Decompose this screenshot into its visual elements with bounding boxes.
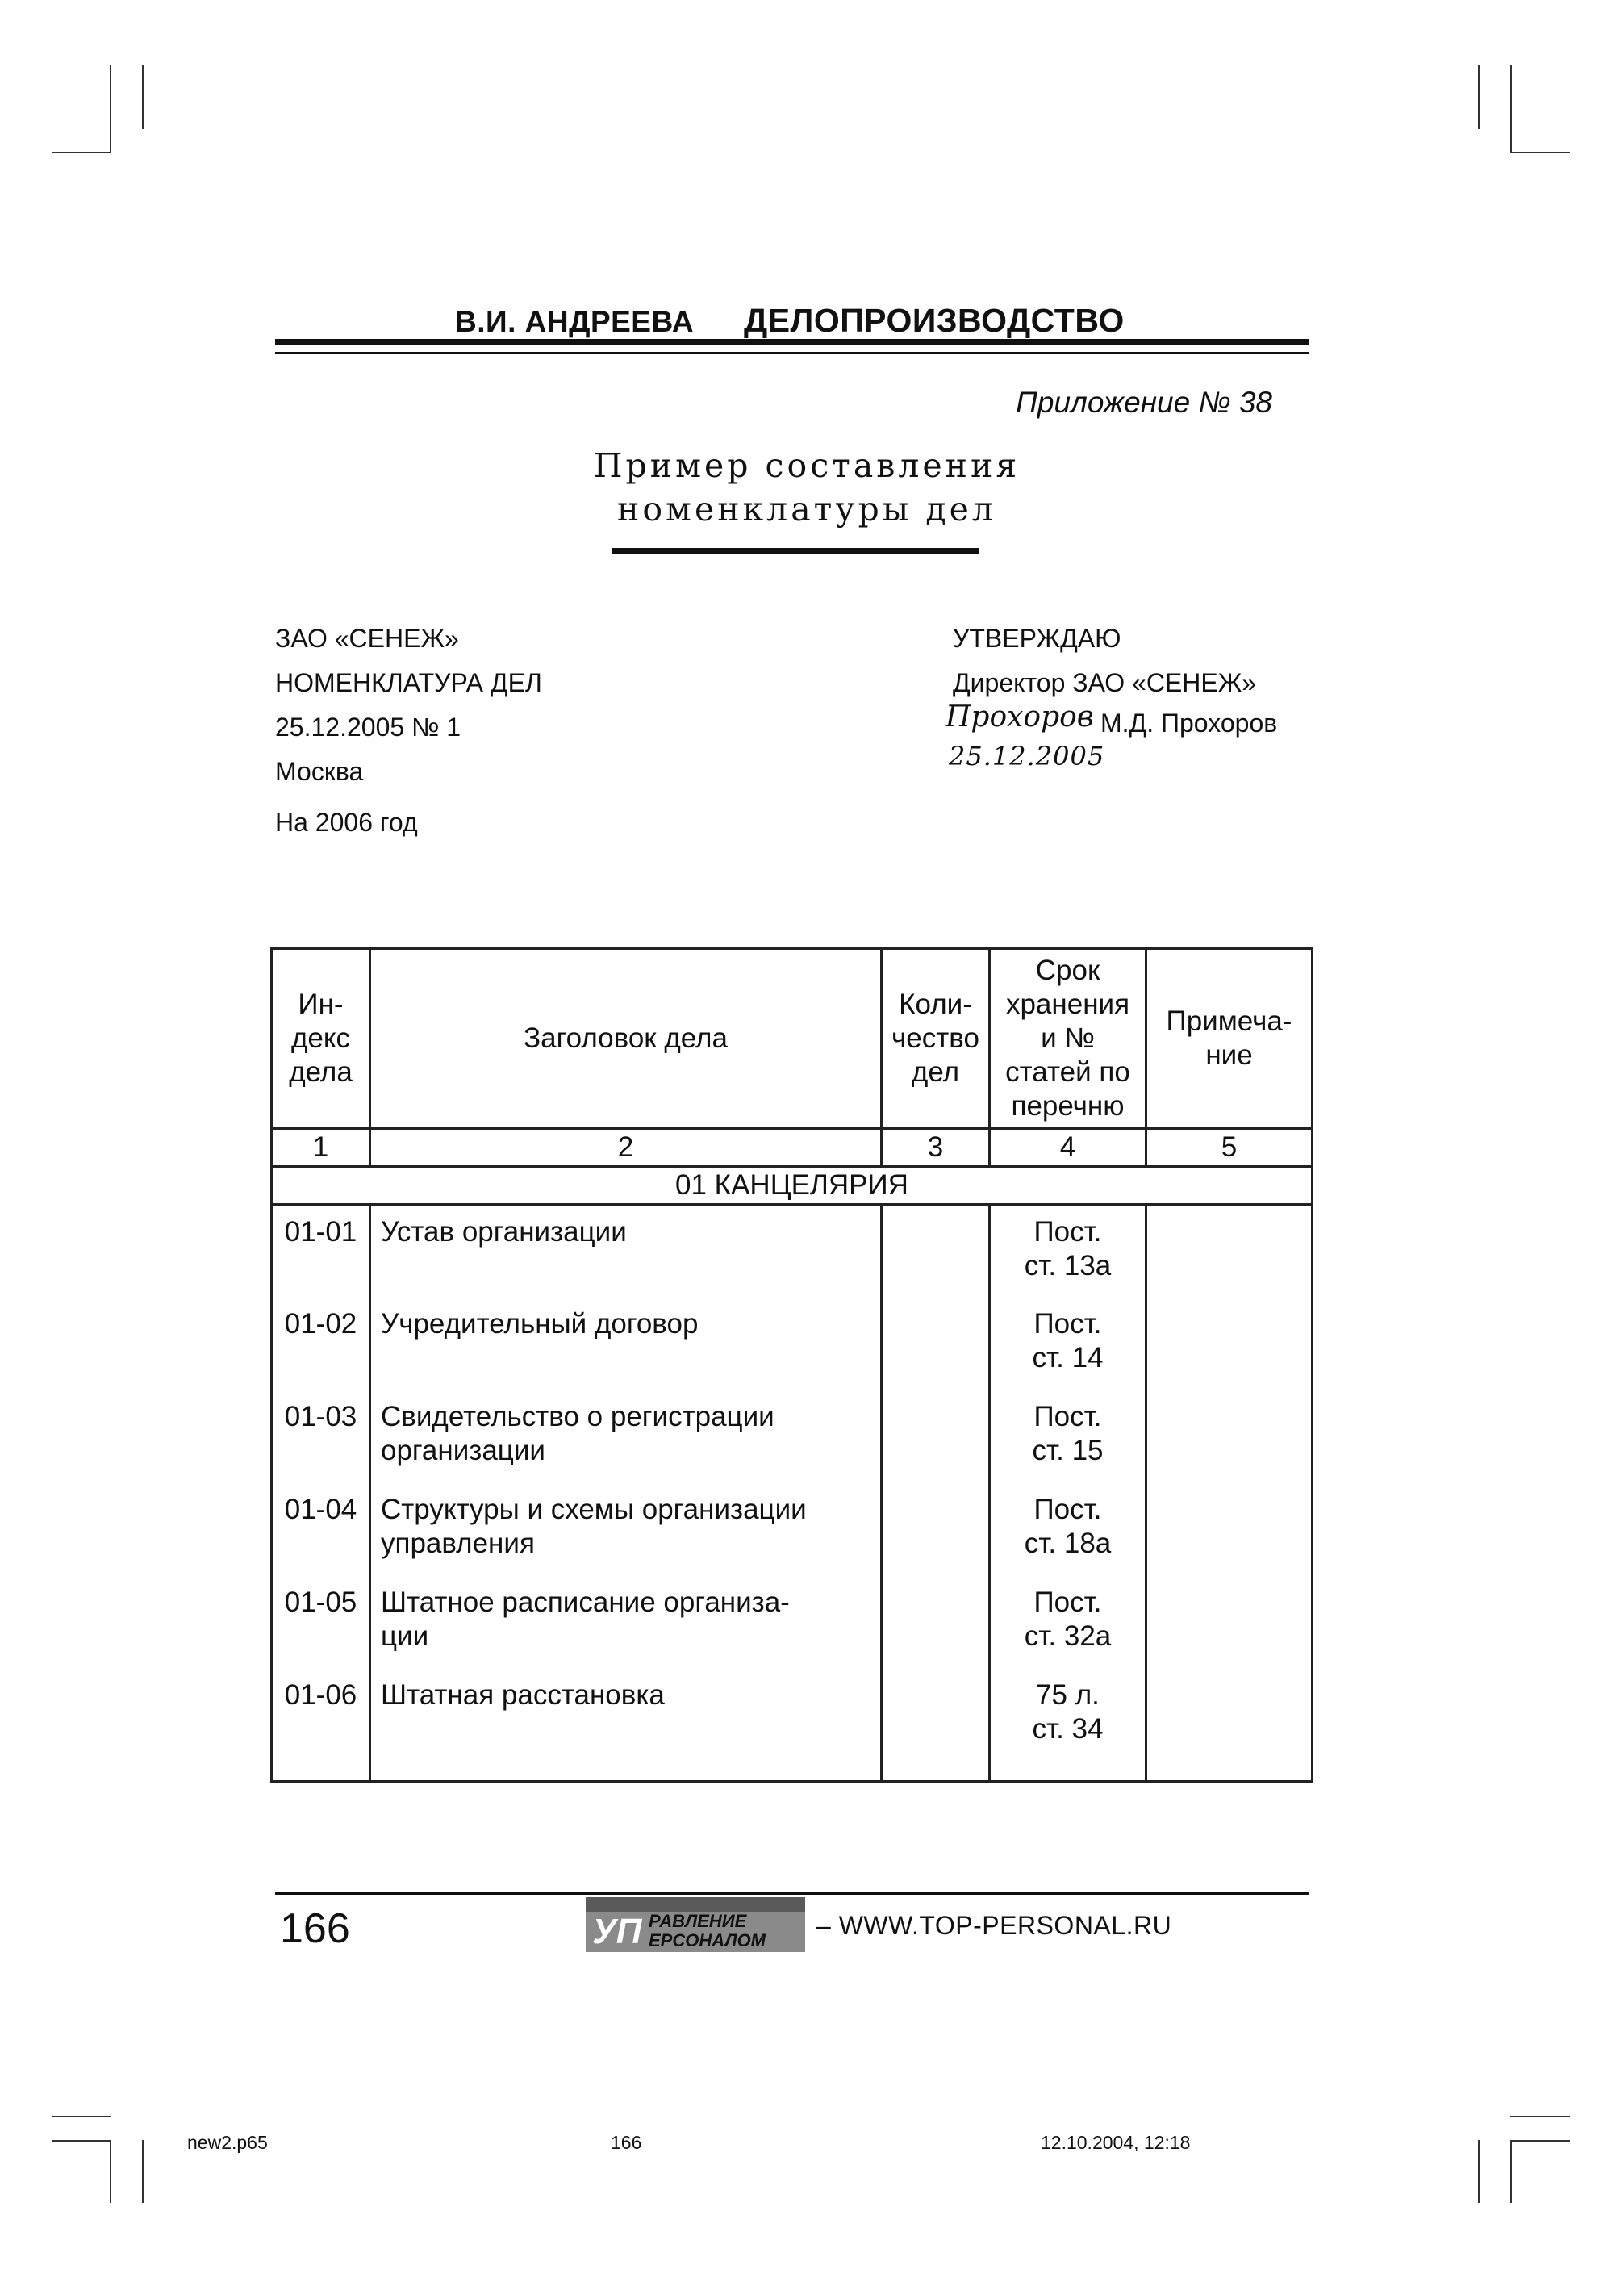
row-period-line: ст. 13а bbox=[1024, 1250, 1112, 1281]
header-text: дела bbox=[289, 1056, 353, 1088]
row-period-line: Пост. bbox=[1033, 1216, 1102, 1248]
crop-mark bbox=[142, 65, 144, 129]
logo-text bbox=[649, 1912, 766, 1950]
doc-date-number: 25.12.2005 № 1 bbox=[275, 713, 461, 742]
row-title-line: Структуры и схемы организации bbox=[381, 1493, 807, 1525]
row-count bbox=[882, 1576, 990, 1669]
signature: Прохоров bbox=[946, 700, 1094, 734]
row-note bbox=[1146, 1298, 1313, 1390]
crop-mark bbox=[110, 65, 111, 152]
header-text: ние bbox=[1205, 1039, 1253, 1071]
doc-period: На 2006 год bbox=[275, 808, 418, 837]
header-text: Заголовок дела bbox=[524, 1022, 728, 1054]
row-period bbox=[990, 1205, 1146, 1298]
slug-page: 166 bbox=[611, 2132, 642, 2153]
section-row bbox=[272, 1167, 1313, 1205]
table-row bbox=[272, 1205, 1313, 1298]
row-note bbox=[1146, 1483, 1313, 1576]
row-title bbox=[370, 1205, 882, 1298]
header-text: Примеча- bbox=[1166, 1005, 1292, 1037]
crop-mark bbox=[52, 2116, 111, 2117]
row-period-line: ст. 32а bbox=[1024, 1620, 1112, 1652]
crop-mark bbox=[110, 2140, 111, 2203]
row-period-line: Пост. bbox=[1033, 1586, 1102, 1618]
row-period-line: ст. 14 bbox=[1032, 1341, 1104, 1373]
header-rule bbox=[275, 339, 1309, 345]
header-book-title: ДЕЛОПРОИЗВОДСТВО bbox=[744, 302, 1125, 339]
approval-block bbox=[953, 617, 1256, 705]
row-index: 01-02 bbox=[272, 1298, 370, 1390]
column-number: 3 bbox=[882, 1129, 990, 1167]
row-period-line: ст. 15 bbox=[1032, 1434, 1104, 1466]
row-period bbox=[990, 1669, 1146, 1782]
row-note bbox=[1146, 1205, 1313, 1298]
row-index: 01-03 bbox=[272, 1390, 370, 1483]
row-period-line: 75 л. bbox=[1036, 1678, 1100, 1711]
crop-mark bbox=[1510, 2140, 1512, 2203]
row-title bbox=[370, 1483, 882, 1576]
header-count bbox=[882, 949, 990, 1129]
header-text: перечню bbox=[1011, 1090, 1125, 1122]
table-row bbox=[272, 1298, 1313, 1390]
crop-mark bbox=[1510, 2116, 1570, 2117]
row-period-line: Пост. bbox=[1033, 1400, 1102, 1432]
website-link[interactable]: – WWW.TOP-PERSONAL.RU bbox=[816, 1911, 1172, 1940]
crop-mark bbox=[142, 2140, 144, 2203]
header-text: Коли- bbox=[899, 989, 972, 1020]
header-text: Срок bbox=[1035, 955, 1100, 986]
row-title bbox=[370, 1576, 882, 1669]
approval-position: Директор ЗАО «СЕНЕЖ» bbox=[953, 668, 1257, 697]
row-title-line: Устав организации bbox=[381, 1216, 627, 1248]
header-text: статей по bbox=[1005, 1056, 1130, 1088]
logo-text-line: РАВЛЕНИЕ bbox=[649, 1911, 747, 1931]
header-text: Ин- bbox=[298, 989, 344, 1020]
page-title-line: Пример составления bbox=[593, 446, 1021, 485]
slug-datetime: 12.10.2004, 12:18 bbox=[1041, 2132, 1191, 2153]
appendix-label: Приложение № 38 bbox=[1016, 386, 1272, 419]
row-title-line: Штатное расписание организа- bbox=[381, 1586, 790, 1618]
table-row bbox=[272, 1483, 1313, 1576]
footer-rule bbox=[275, 1892, 1309, 1895]
header-index bbox=[272, 949, 370, 1129]
table-row bbox=[272, 1390, 1313, 1483]
row-period-line: Пост. bbox=[1033, 1307, 1102, 1340]
table-header-row bbox=[272, 949, 1313, 1129]
header-author: В.И. АНДРЕЕВА bbox=[455, 305, 695, 338]
table-row bbox=[272, 1669, 1313, 1782]
row-title bbox=[370, 1298, 882, 1390]
row-title-line: Штатная расстановка bbox=[381, 1678, 665, 1711]
row-count bbox=[882, 1298, 990, 1390]
header-title bbox=[370, 949, 882, 1129]
row-count bbox=[882, 1669, 990, 1782]
column-number-row bbox=[272, 1129, 1313, 1167]
crop-mark bbox=[1510, 65, 1512, 152]
approval-word: УТВЕРЖДАЮ bbox=[953, 624, 1121, 653]
row-title-line: Учредительный договор bbox=[381, 1307, 699, 1340]
header-note bbox=[1146, 949, 1313, 1129]
row-count bbox=[882, 1205, 990, 1298]
crop-mark bbox=[1478, 2140, 1480, 2203]
row-period bbox=[990, 1298, 1146, 1390]
row-index: 01-01 bbox=[272, 1205, 370, 1298]
crop-mark bbox=[1510, 2140, 1570, 2142]
row-count bbox=[882, 1390, 990, 1483]
page-number: 166 bbox=[280, 1905, 350, 1952]
row-title-line: Свидетельство о регистрации bbox=[381, 1400, 774, 1432]
row-period-line: Пост. bbox=[1033, 1493, 1102, 1525]
signature-date: 25.12.2005 bbox=[949, 741, 1105, 771]
logo-text-line: ЕРСОНАЛОМ bbox=[649, 1930, 766, 1950]
row-period bbox=[990, 1390, 1146, 1483]
crop-mark bbox=[1478, 65, 1480, 129]
row-period-line: ст. 34 bbox=[1032, 1712, 1104, 1745]
header-rule-thin bbox=[275, 352, 1309, 354]
column-number: 1 bbox=[272, 1129, 370, 1167]
row-count bbox=[882, 1483, 990, 1576]
nomenclature-table bbox=[270, 947, 1313, 1783]
row-period bbox=[990, 1483, 1146, 1576]
row-title-line: ции bbox=[381, 1620, 429, 1652]
logo-mark: УП bbox=[592, 1912, 642, 1951]
table-row bbox=[272, 1576, 1313, 1669]
section-title: 01 КАНЦЕЛЯРИЯ bbox=[272, 1167, 1313, 1205]
header-text: хранения bbox=[1005, 989, 1130, 1020]
header-text: и № bbox=[1041, 1022, 1095, 1054]
org-name: ЗАО «СЕНЕЖ» bbox=[275, 624, 459, 653]
org-requisites bbox=[275, 617, 542, 845]
row-period-line: ст. 18а bbox=[1024, 1527, 1112, 1559]
doc-city: Москва bbox=[275, 757, 364, 786]
crop-mark bbox=[52, 2140, 111, 2142]
doc-type: НОМЕНКЛАТУРА ДЕЛ bbox=[275, 668, 542, 697]
row-title bbox=[370, 1390, 882, 1483]
header-text: декс bbox=[290, 1022, 351, 1054]
row-note bbox=[1146, 1390, 1313, 1483]
column-number: 2 bbox=[370, 1129, 882, 1167]
row-index: 01-05 bbox=[272, 1576, 370, 1669]
row-note bbox=[1146, 1576, 1313, 1669]
row-index: 01-04 bbox=[272, 1483, 370, 1576]
publisher-logo bbox=[586, 1897, 805, 1952]
page-title bbox=[484, 444, 1129, 531]
crop-mark bbox=[1510, 152, 1570, 153]
logo-banner bbox=[586, 1897, 805, 1912]
crop-mark bbox=[52, 152, 111, 153]
header-text: чество bbox=[891, 1022, 979, 1054]
slug-file: new2.p65 bbox=[187, 2132, 268, 2153]
header-text: дел bbox=[911, 1056, 960, 1088]
signer-name: М.Д. Прохоров bbox=[1100, 709, 1278, 738]
column-number: 5 bbox=[1146, 1129, 1313, 1167]
page-title-line: номенклатуры дел bbox=[617, 490, 996, 529]
column-number: 4 bbox=[990, 1129, 1146, 1167]
row-title bbox=[370, 1669, 882, 1782]
header-period bbox=[990, 949, 1146, 1129]
row-title-line: организации bbox=[381, 1434, 545, 1466]
row-index: 01-06 bbox=[272, 1669, 370, 1782]
row-period bbox=[990, 1576, 1146, 1669]
row-title-line: управления bbox=[381, 1527, 535, 1559]
title-rule bbox=[612, 548, 979, 554]
row-note bbox=[1146, 1669, 1313, 1782]
